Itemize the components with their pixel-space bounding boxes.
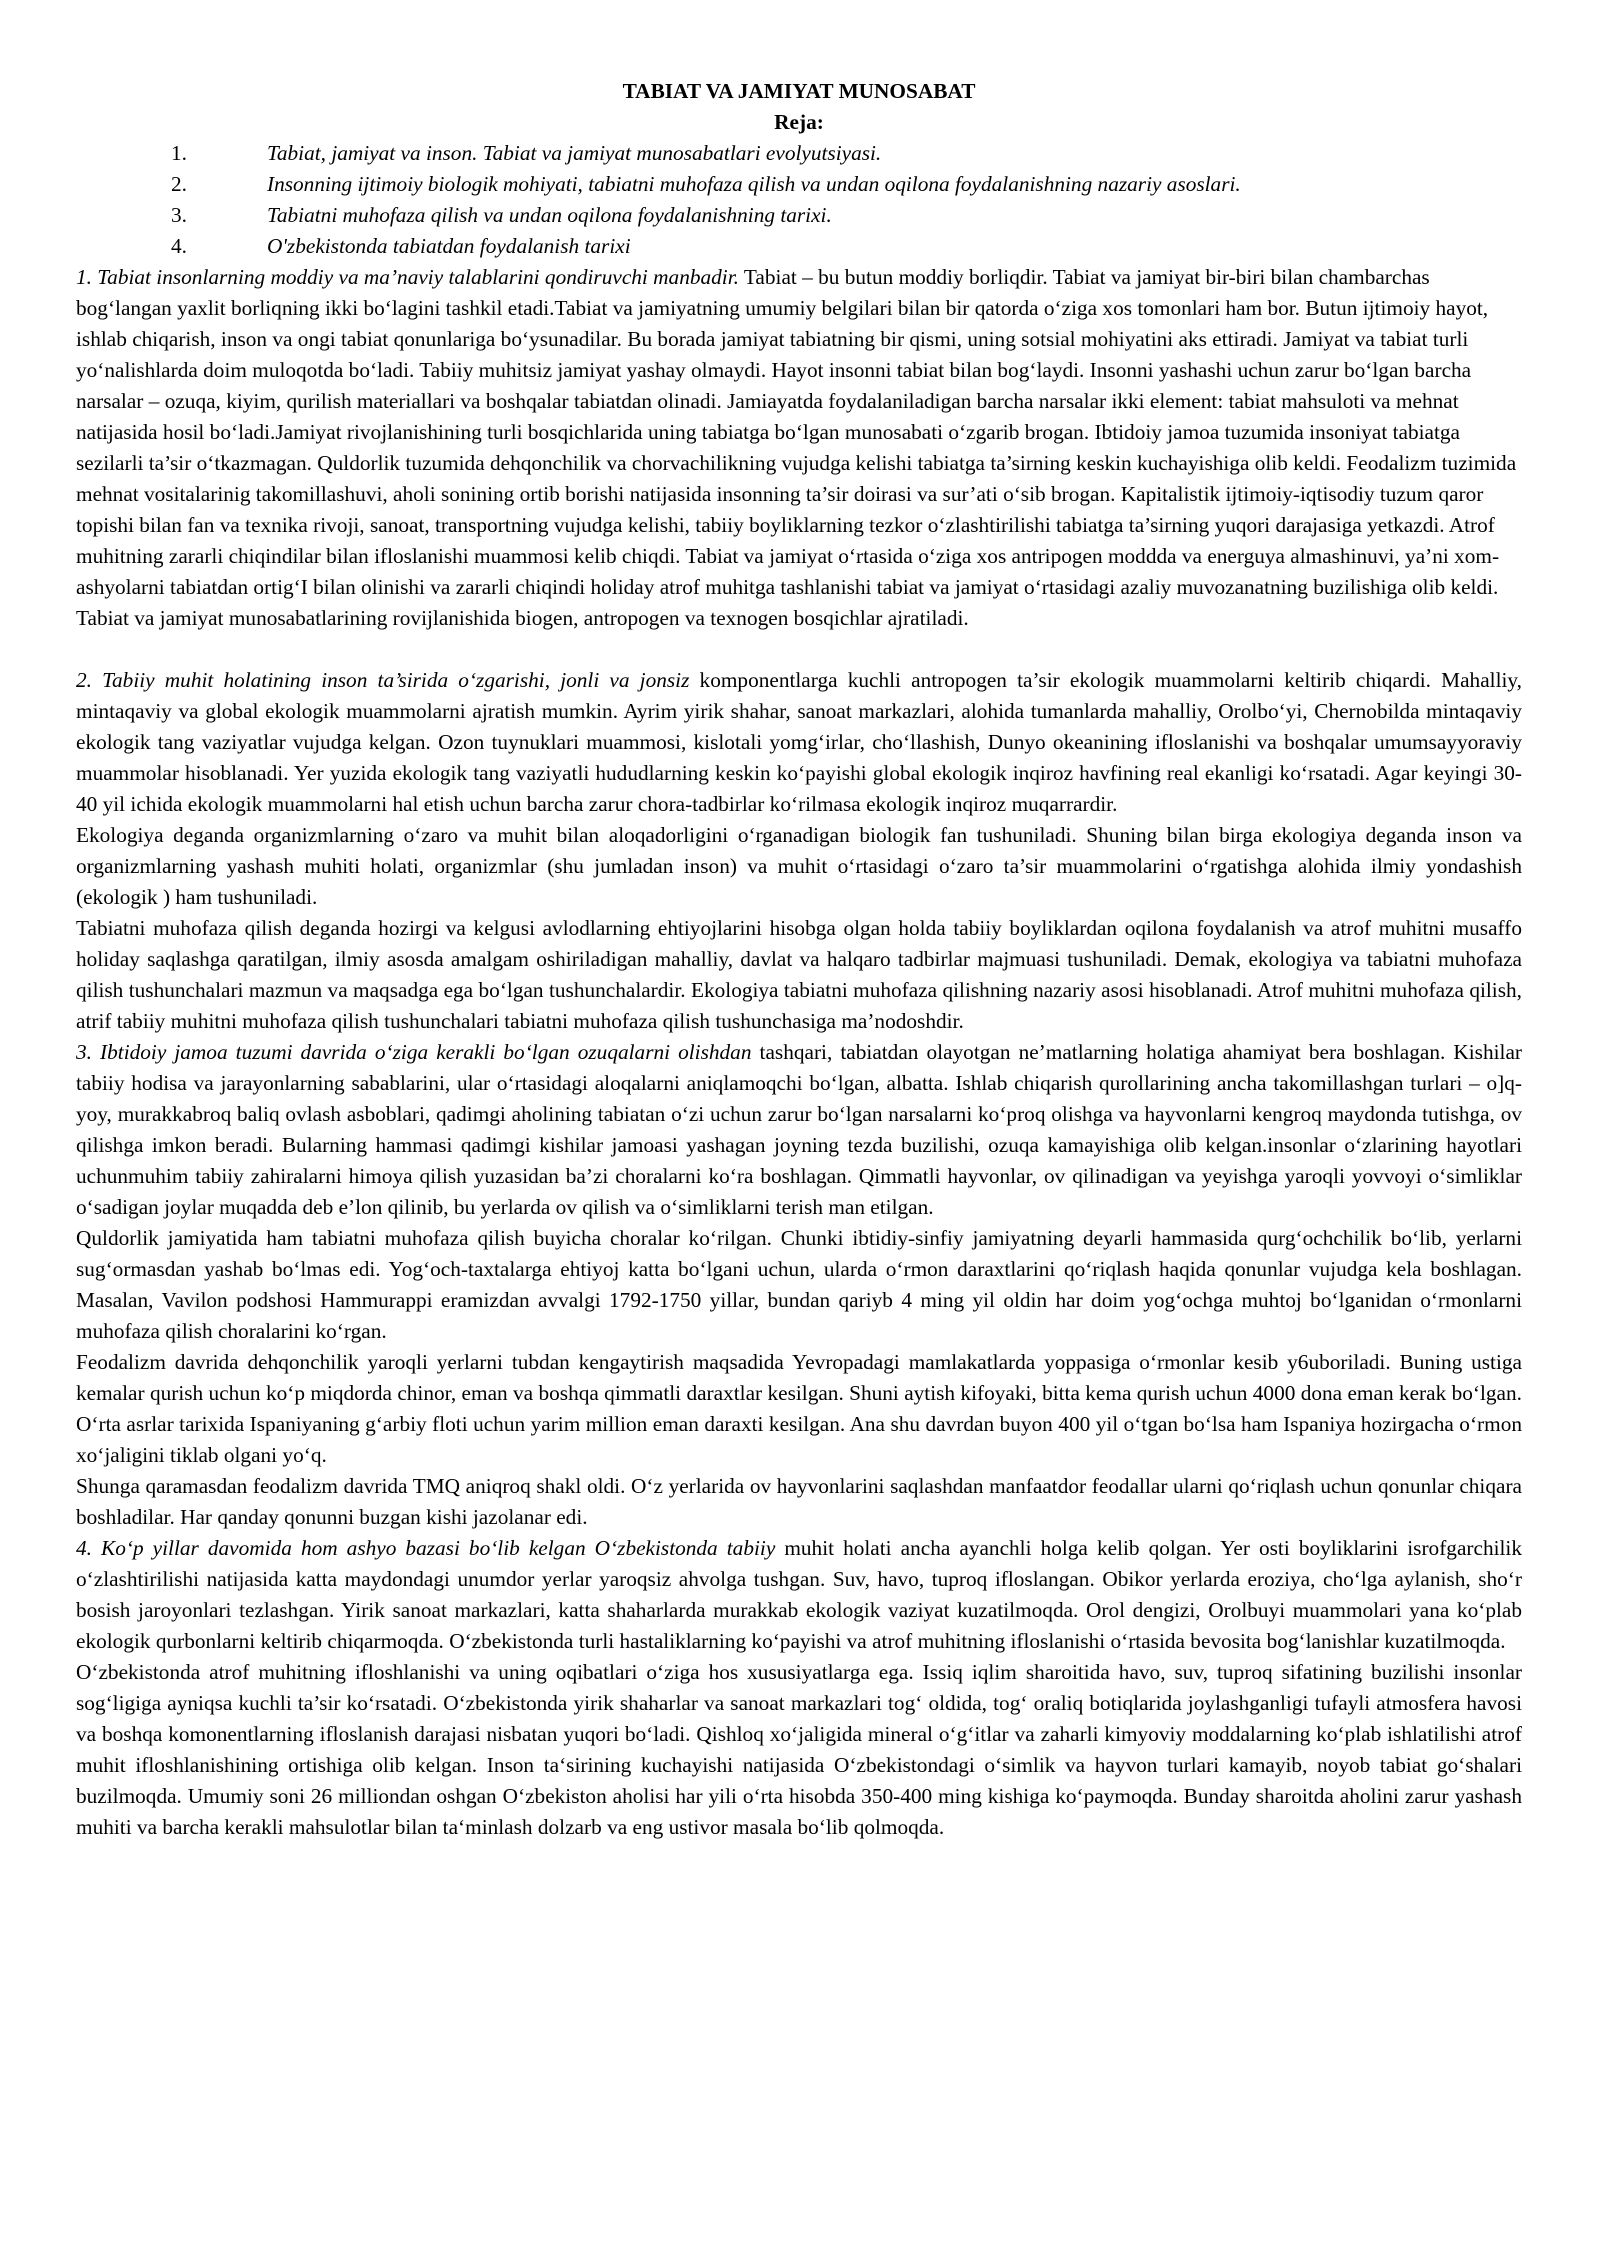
section-3-lead: 3. Ibtidoiy jamoa tuzumi davrida o‘ziga kerakli bo‘lgan ozuqalarni olishdan [76, 1040, 752, 1064]
feudalism-paragraph [76, 1347, 1522, 1471]
section-2-body: komponentlarga kuchli antropogen ta’sir ekologik muammolarni keltirib chiqardi. Mahalliy, mintaqaviy va global ekologik muammolarni ajratish mumkin. Ayrim yirik shahar, sanoat markazlari, alohida tumanlarda mahalliy, Orolbo‘yi, Chernobilda mintaqaviy ekologik tang vaziyatlar vujudga kelgan. Ozon tuynuklari muammosi, kislotali yomg‘irlar, cho‘llashish, Dunyo okeanining ifloslanishi va boshqalar umumsayyoraviy muammolar hisoblanadi. Yer yuzida ekologik tang vaziyatli hududlarning keskin ko‘payishi global ekologik inqiroz havfining real ekanligi ko‘rsatadi. Agar keyingi 30-40 yil ichida ekologik muammolarni hal etish uchun barcha zarur chora-tadbirlar ko‘rilmasa ekologik inqiroz muqarrardir. [76, 668, 1522, 816]
uzbekistan-pollution-paragraph [76, 1657, 1522, 1843]
paragraph-body: Feodalizm davrida dehqonchilik yaroqli yerlarni tubdan kengaytirish maqsadida Yevropadagi mamlakatlarda yoppasiga o‘rmonlar kesib y6uboriladi. Buning ustiga kemalar qurish uchun ko‘p miqdorda chinor, eman va boshqa qimmatli daraxtlar kesilgan. Shuni aytish kifoyaki, bitta kema qurish uchun 4000 dona eman kerak bo‘lgan. O‘rta asrlar tarixida Ispaniyaning g‘arbiy floti uchun yarim million eman daraxti kesilgan. Ana shu davrdan buyon 400 yil o‘tgan bo‘lsa ham Ispaniya hozirgacha o‘rmon xo‘jaligini tiklab olgani yo‘q. [76, 1350, 1522, 1467]
ecology-definition-paragraph [76, 820, 1522, 913]
plan-item-number: 1. [171, 141, 187, 165]
section-2-paragraph [76, 665, 1522, 820]
paragraph-body: Shunga qaramasdan feodalizm davrida TMQ aniqroq shakl oldi. O‘z yerlarida ov hayvonlarini saqlashdan manfaatdor feodallar ularni qo‘riqlash uchun qonunlar chiqara boshladilar. Har qanday qonunni buzgan kishi jazolanar edi. [76, 1474, 1522, 1529]
blank-line [76, 634, 1522, 665]
paragraph-body: Ekologiya deganda organizmlarning o‘zaro va muhit bilan aloqadorligini o‘rganadigan biologik fan tushuniladi. Shuning bilan birga ekologiya deganda inson va organizmlarning yashash muhiti holati, organizmlar (shu jumladan inson) va muhit o‘rtasidagi o‘zaro ta’sir muammolarini o‘rgatishga alohida ilmiy yondashish (ekologik ) ham tushuniladi. [76, 823, 1522, 909]
plan-item-text: Insonning ijtimoiy biologik mohiyati, tabiatni muhofaza qilish va undan oqilona foydalanishning nazariy asoslari. [267, 172, 1241, 196]
section-4-body: muhit holati ancha ayanchli holga kelib qolgan. Yer osti boyliklarini isrofgarchilik o‘zlashtirilishi natijasida katta maydondagi unumdor yerlar yaroqsiz ahvolga tushgan. Suv, havo, tuproq ifloslangan. Obikor yerlarda eroziya, cho‘lga aylanish, sho‘r bosish jaroyonlari tezlashgan. Yirik sanoat markazlari, katta shaharlarda murakkab ekologik vaziyat kuzatilmoqda. Orol dengizi, Orolbuyi muammolari yana ko‘plab ekologik qurbonlarni keltirib chiqarmoqda. O‘zbekistonda turli hastaliklarning ko‘payishi va atrof muhitning ifloslanishi o‘rtasida bevosita bog‘lanishlar kuzatilmoqda. [76, 1536, 1522, 1653]
plan-item-text: O'zbekistonda tabiatdan foydalanish tarixi [267, 234, 631, 258]
plan-item [76, 200, 1522, 231]
section-1-paragraph [76, 262, 1522, 634]
section-2-lead: 2. Tabiiy muhit holatining inson ta’sirida o‘zgarishi, jonli va jonsiz [76, 668, 690, 692]
document-title: TABIAT VA JAMIYAT MUNOSABAT [622, 79, 976, 103]
document-page [76, 76, 1522, 1843]
section-1-body: Tabiat – bu butun moddiy borliqdir. Tabiat va jamiyat bir-biri bilan chambarchas bog‘langan yaxlit borliqning ikki bo‘lagini tashkil etadi.Tabiat va jamiyatning umumiy belgilari bilan bir qatorda o‘ziga xos tomonlari ham bor. Butun ijtimoiy hayot, ishlab chiqarish, inson va ongi tabiat qonunlariga bo‘ysunadilar. Bu borada jamiyat tabiatning bir qismi, uning sotsial mohiyatini aks ettiradi. Jamiyat va tabiat turli yo‘nalishlarda doim muloqotda bo‘ladi. Tabiiy muhitsiz jamiyat yashay olmaydi. Hayot insonni tabiat bilan bog‘laydi. Insonni yashashi uchun zarur bo‘lgan barcha narsalar – ozuqa, kiyim, qurilish materiallari va boshqalar tabiatdan olinadi. Jamiayatda foydalaniladigan barcha narsalar ikki element: tabiat mahsuloti va mehnat natijasida hosil bo‘ladi.Jamiyat rivojlanishining turli bosqichlarida uning tabiatga bo‘lgan munosabati o‘zgarib brogan. Ibtidoiy jamoa tuzumida insoniyat tabiatga sezilarli ta’sir o‘tkazmagan. Quldorlik tuzumida dehqonchilik va chorvachilikning vujudga kelishi tabiatga ta’sirning keskin kuchayishiga olib keldi. Feodalizm tuzimida mehnat vositalarinig takomillashuvi, aholi sonining ortib borishi natijasida insonning ta’sir doirasi va sur’ati o‘sib brogan. Kapitalistik ijtimoiy-iqtisodiy tuzum qaror topishi bilan fan va texnika rivoji, sanoat, transportning vujudga kelishi, tabiiy boyliklarning tezkor o‘zlashtirilishi tabiatga ta’sirning yuqori darajasiga yetkazdi. Atrof muhitning zararli chiqindilar bilan ifloslanishi muammosi kelib chiqdi. Tabiat va jamiyat o‘rtasida o‘ziga xos antripogen moddda va energuya almashinuvi, ya’ni xom-ashyolarni tabiatdan ortig‘I bilan olinishi va zararli chiqindi holiday atrof muhitga tashlanishi tabiat va jamiyat o‘rtasidagi azaliy muvozanatning buzilishiga olib keldi. Tabiat va jamiyat munosabatlarining rovijlanishida biogen, antropogen va texnogen bosqichlar ajratiladi. [76, 265, 1517, 630]
plan-item [76, 231, 1522, 262]
paragraph-body: Quldorlik jamiyatida ham tabiatni muhofaza qilish buyicha choralar ko‘rilgan. Chunki ibtidiy-sinfiy jamiyatning deyarli hammasida qurg‘ochchilik bo‘lib, yerlarni sug‘ormasdan yashab bo‘lmas edi. Yog‘och-taxtalarga ehtiyoj katta bo‘lgani uchun, ularda o‘rmon daraxtlarini qo‘riqlash haqida qonunlar vujudga kela boshlagan. Masalan, Vavilon podshosi Hammurappi eramizdan avvalgi 1792-1750 yillar, bundan qariyb 4 ming yil oldin har doim yog‘ochga muhtoj bo‘lganidan o‘rmonlarni muhofaza qilish choralarini ko‘rgan. [76, 1226, 1522, 1343]
section-3-body: tashqari, tabiatdan olayotgan ne’matlarning holatiga ahamiyat bera boshlagan. Kishilar tabiiy hodisa va jarayonlarning sabablarini, ular o‘rtasidagi aloqalarni aniqlamoqchi bo‘lgan, albatta. Ishlab chiqarish qurollarining ancha takomillashgan turlari – o]q-yoy, murakkabroq baliq ovlash asboblari, qadimgi aholining tabiatan o‘zi uchun zarur bo‘lgan narsalarni ko‘proq olishga va hayvonlarni kengroq maydonda tutishga, ov qilishga imkon beradi. Bularning hammasi qadimgi kishilar jamoasi yashagan joyning tezda buzilishi, ozuqa kamayishiga olib kelgan.insonlar o‘zlarining hayotlari uchunmuhim tabiiy zahiralarni himoya qilish yuzasidan ba’zi choralarni ko‘ra boshlagan. Qimmatli hayvonlar, ov qilinadigan va yeyishga yaroqli yovvoyi o‘simliklar o‘sadigan joylar muqadda deb e’lon qilinib, bu yerlarda ov qilish va o‘simliklarni terish man etilgan. [76, 1040, 1522, 1219]
plan-item-text: Tabiat, jamiyat va inson. Tabiat va jamiyat munosabatlari evolyutsiyasi. [267, 141, 882, 165]
plan-item-number: 2. [171, 172, 187, 196]
plan-item-number: 4. [171, 234, 187, 258]
paragraph-body: Tabiatni muhofaza qilish deganda hozirgi va kelgusi avlodlarning ehtiyojlarini hisobga olgan holda tabiiy boyliklardan oqilona foydalanish va atrof muhitni musaffo holiday saqlashga qaratilgan, ilmiy asosda amalgam oshiriladigan mahalliy, davlat va halqaro tadbirlar majmuasi tushuniladi. Demak, ekologiya va tabiatni muhofaza qilish tushunchalari mazmun va maqsadga ega bo‘lgan tushunchalardir. Ekologiya tabiatni muhofaza qilishning nazariy asosi hisoblanadi. Atrof muhitni muhofaza qilish, atrif tabiiy muhitni muhofaza qilish tushunchalari tabiatni muhofaza qilish tushunchasiga ma’nodoshdir. [76, 916, 1522, 1033]
slavery-era-paragraph [76, 1223, 1522, 1347]
section-4-lead: 4. Ko‘p yillar davomida hom ashyo bazasi bo‘lib kelgan O‘zbekistonda tabiiy [76, 1536, 776, 1560]
plan-item-text: Tabiatni muhofaza qilish va undan oqilona foydalanishning tarixi. [267, 203, 832, 227]
nature-protection-definition-paragraph [76, 913, 1522, 1037]
plan-item-number: 3. [171, 203, 187, 227]
section-3-paragraph [76, 1037, 1522, 1223]
plan-list [76, 138, 1522, 262]
section-4-paragraph [76, 1533, 1522, 1657]
paragraph-body: O‘zbekistonda atrof muhitning ifloshlanishi va uning oqibatlari o‘ziga hos xususiyatlarga ega. Issiq iqlim sharoitida havo, suv, tuproq sifatining buzilishi insonlar sog‘ligiga ayniqsa kuchli ta’sir ko‘rsatadi. O‘zbekistonda yirik shaharlar va sanoat markazlari tog‘ oldida, tog‘ oraliq botiqlarida joylashganligi tufayli atmosfera havosi va boshqa komonentlarning ifloslanish darajasi nisbatan yuqori bo‘ladi. Qishloq xo‘jaligida mineral o‘g‘itlar va zaharli kimyoviy moddalarning ko‘plab ishlatilishi atrof muhit ifloshlanishining ortishiga olib kelgan. Inson ta‘sirining kuchayishi natijasida O‘zbekistondagi o‘simlik va hayvon turlari kamayib, noyob tabiat go‘shalari buzilmoqda. Umumiy soni 26 milliondan oshgan O‘zbekiston aholisi har yili o‘rta hisobda 350-400 ming kishiga ko‘paymoqda. Bunday sharoitda aholini zarur yashash muhiti va barcha kerakli mahsulotlar bilan ta‘minlash dolzarb va eng ustivor masala bo‘lib qolmoqda. [76, 1660, 1522, 1839]
feudalism-laws-paragraph [76, 1471, 1522, 1533]
plan-item [76, 138, 1522, 169]
plan-heading: Reja: [774, 110, 824, 134]
section-1-lead: 1. Tabiat insonlarning moddiy va ma’naviy talablarini qondiruvchi manbadir. [76, 265, 739, 289]
plan-item [76, 169, 1522, 200]
